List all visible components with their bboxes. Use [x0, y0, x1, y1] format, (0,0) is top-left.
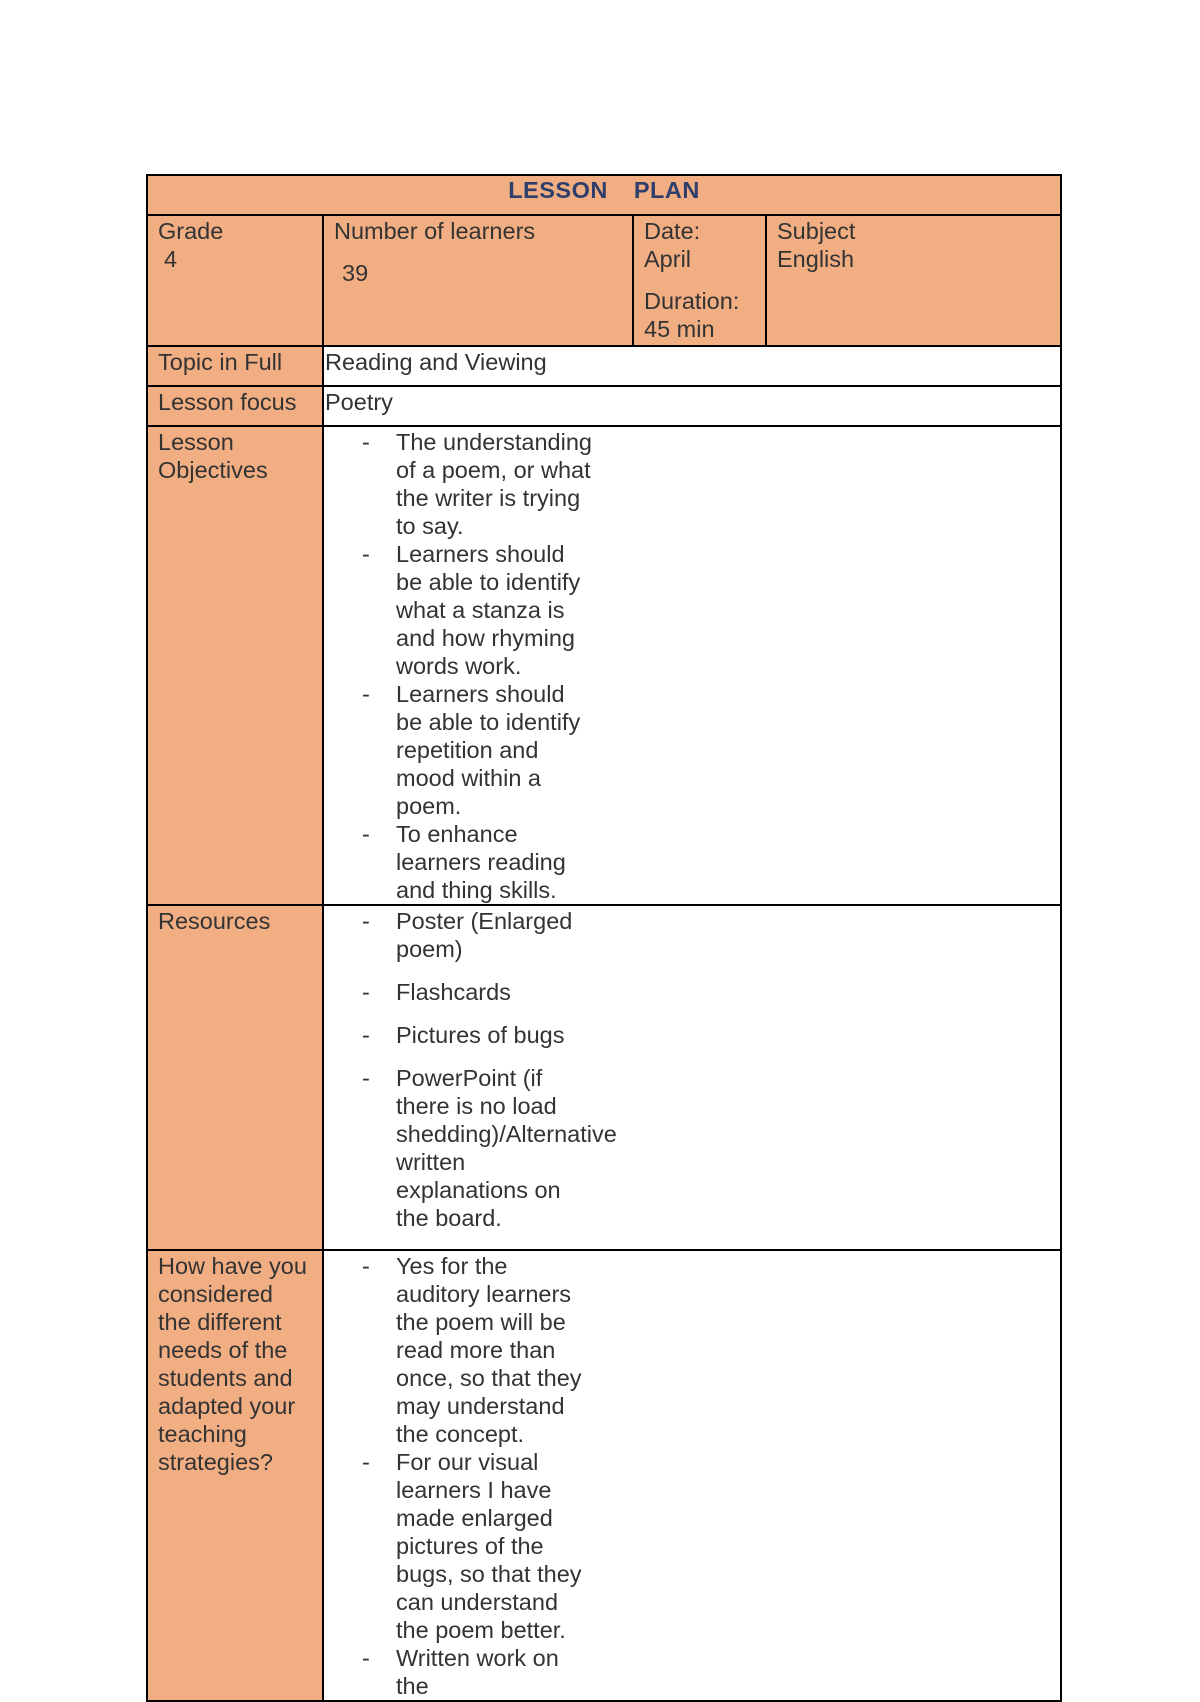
list-item: - Yes for the auditory learners the poem will be read more than once, so that they may understand the concept.	[362, 1252, 592, 1448]
grade-value: 4	[164, 246, 178, 272]
resources-row	[147, 905, 1061, 1250]
title-row	[147, 175, 1061, 215]
date-value: April	[644, 246, 692, 272]
focus-label: Lesson focus	[147, 386, 323, 426]
needs-label: How have you considered the different needs of the students and adapted your teaching strategies?	[147, 1250, 323, 1701]
objectives-label: Lesson Objectives	[147, 426, 323, 905]
list-item: - Learners should be able to identify what a stanza is and how rhyming words work.	[362, 540, 592, 680]
subject-label: Subject	[777, 218, 856, 244]
duration-value: 45 min	[644, 316, 715, 342]
date-cell	[633, 215, 766, 346]
list-item: - For our visual learners I have made enlarged pictures of the bugs, so that they can understand the poem better.	[362, 1448, 592, 1644]
subject-value: English	[777, 246, 855, 272]
header-row	[147, 215, 1061, 346]
focus-row	[147, 386, 1061, 426]
list-item: - PowerPoint (if there is no load shedding)/Alternative written explanations on the board.	[362, 1064, 592, 1232]
grade-label: Grade	[158, 218, 224, 244]
learners-value: 39	[342, 260, 369, 286]
topic-value: Reading and Viewing	[323, 346, 1061, 386]
needs-row	[147, 1250, 1061, 1701]
grade-cell	[147, 215, 323, 346]
list-item: - The understanding of a poem, or what the writer is trying to say.	[362, 428, 592, 540]
duration-label: Duration:	[644, 288, 740, 314]
resources-cell	[323, 905, 1061, 1250]
list-item: - Poster (Enlarged poem)	[362, 907, 592, 963]
list-item: - Written work on the	[362, 1644, 592, 1700]
subject-cell	[766, 215, 1061, 346]
list-item: - Pictures of bugs	[362, 1021, 592, 1049]
title-word-1: LESSON	[508, 177, 608, 203]
topic-row	[147, 346, 1061, 386]
resources-label: Resources	[147, 905, 323, 1250]
learners-cell	[323, 215, 633, 346]
list-item: - Learners should be able to identify repetition and mood within a poem.	[362, 680, 592, 820]
focus-value: Poetry	[323, 386, 1061, 426]
objectives-cell	[323, 426, 1061, 905]
list-item: - Flashcards	[362, 978, 592, 1006]
topic-label: Topic in Full	[147, 346, 323, 386]
table-title	[147, 175, 1061, 215]
objectives-row	[147, 426, 1061, 905]
learners-label: Number of learners	[334, 218, 536, 244]
date-label: Date:	[644, 218, 701, 244]
title-word-2: PLAN	[633, 177, 700, 203]
objectives-list	[324, 428, 592, 904]
list-item: - To enhance learners reading and thing skills.	[362, 820, 592, 904]
lesson-plan-table	[146, 174, 1062, 1702]
resources-list	[324, 907, 617, 1232]
needs-list	[324, 1252, 592, 1700]
needs-cell	[323, 1250, 1061, 1701]
